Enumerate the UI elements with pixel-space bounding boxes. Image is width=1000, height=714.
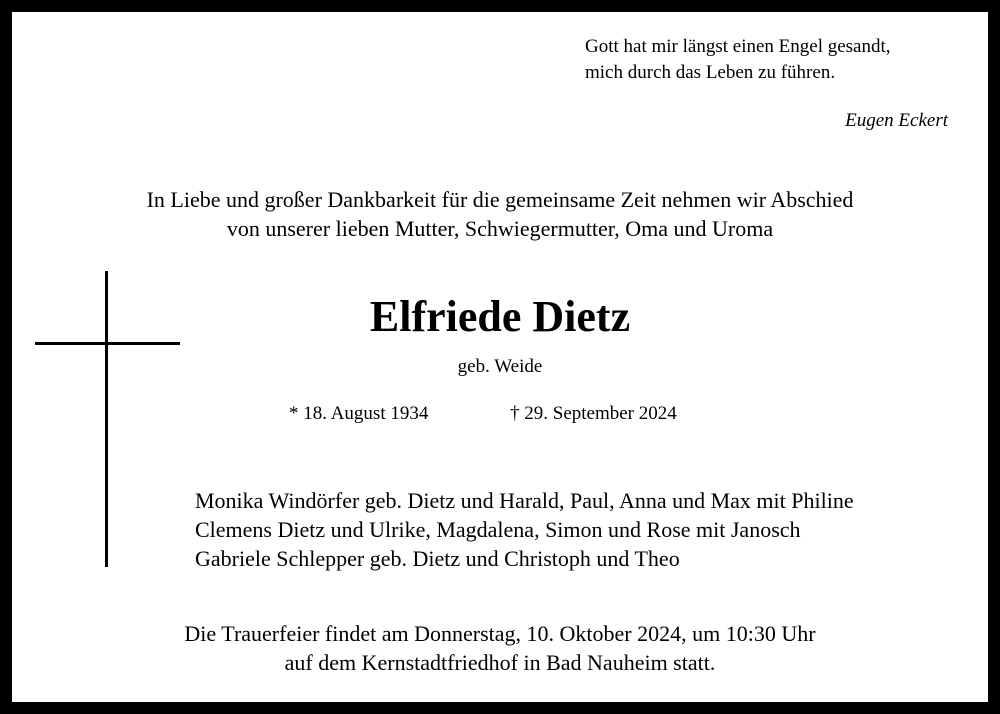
birth-date: * 18. August 1934	[289, 403, 429, 424]
family-line-2: Clemens Dietz und Ulrike, Magdalena, Simon und Rose mit Janosch	[195, 517, 801, 542]
maiden-name: geb. Weide	[457, 356, 543, 377]
obituary-notice	[12, 12, 988, 702]
death-date: † 29. September 2024	[510, 403, 677, 424]
quote-line-1: Gott hat mir längst einen Engel gesandt,	[585, 36, 891, 57]
quote-author: Eugen Eckert	[845, 110, 948, 131]
service-line-2: auf dem Kernstadtfriedhof in Bad Nauheim statt.	[284, 650, 716, 675]
intro-text	[12, 185, 988, 243]
deceased-name: Elfriede Dietz	[369, 292, 631, 341]
family-list	[195, 486, 854, 573]
family-line-3: Gabriele Schlepper geb. Dietz und Christoph und Theo	[195, 546, 680, 571]
service-line-1: Die Trauerfeier findet am Donnerstag, 10. Oktober 2024, um 10:30 Uhr	[184, 621, 816, 646]
intro-line-1: In Liebe und großer Dankbarkeit für die gemeinsame Zeit nehmen wir Abschied	[146, 187, 854, 212]
service-info	[12, 619, 988, 677]
quote-block	[585, 34, 891, 86]
intro-line-2: von unserer lieben Mutter, Schwiegermutter, Oma und Uroma	[226, 216, 774, 241]
quote-line-2: mich durch das Leben zu führen.	[585, 62, 836, 83]
family-line-1: Monika Windörfer geb. Dietz und Harald, Paul, Anna und Max mit Philine	[195, 488, 854, 513]
